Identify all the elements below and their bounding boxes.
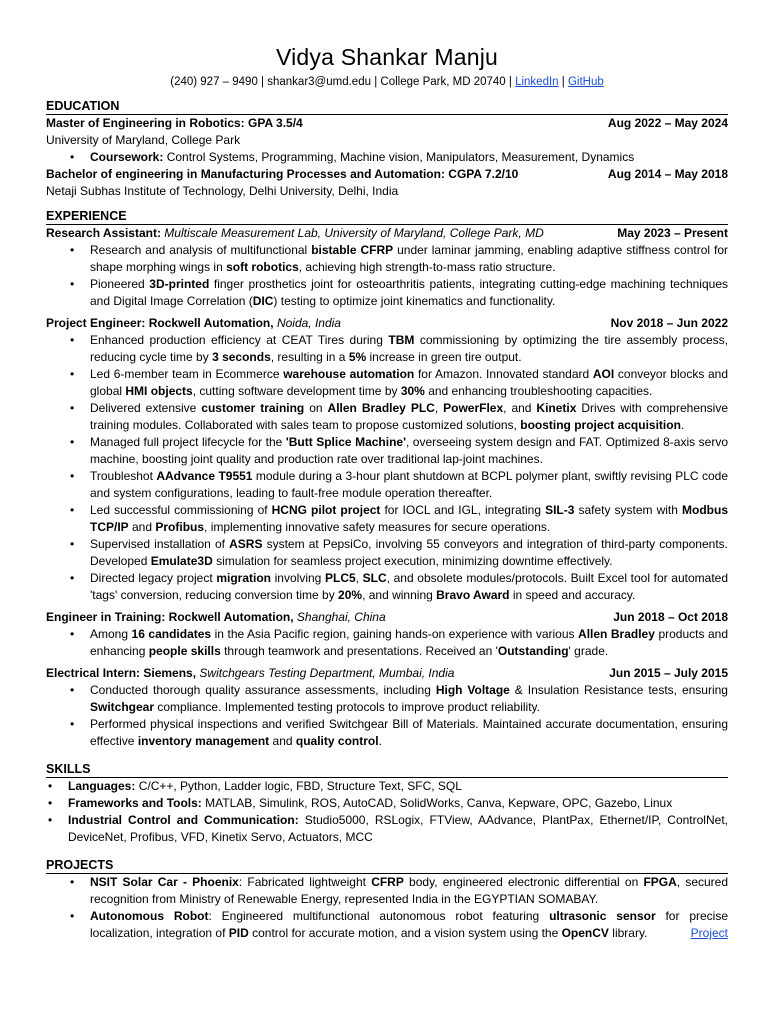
list-item: • Conducted thorough quality assurance assessments, including High Voltage & Insulation Resistance tests, ensuring Switchgear compliance. Implemented testing protocols to improve product reliability. [46,682,728,716]
phone: (240) 927 – 9490 [170,76,258,88]
job-header: Electrical Intern: Siemens, Switchgears Testing Department, Mumbai, India Jun 2015 – July 2015 [46,666,728,680]
list-item: • Enhanced production efficiency at CEAT Tires during TBM commissioning by optimizing the tire assembly process, reducing cycle time by 3 seconds, resulting in a 5% increase in green tire output. [46,332,728,366]
date: Aug 2014 – May 2018 [607,167,728,181]
coursework-list [46,149,728,166]
coursework-item: • Coursework: Control Systems, Programming, Machine vision, Manipulators, Measurement, Dynamics [46,149,728,166]
degree: Bachelor of engineering in Manufacturing Processes and Automation: CGPA 7.2/10 [46,167,519,181]
list-item: • Industrial Control and Communication: Studio5000, RSLogix, FTView, AAdvance, PlantPax, Ethernet/IP, ControlNet, DeviceNet, Profibus, VFD, Kinetix Servo, Actuators, MCC [46,812,728,846]
list-item: • Led 6-member team in Ecommerce warehouse automation for Amazon. Innovated standard AOI conveyor blocks and global HMI objects, cutting software development time by 30% and enhancing troubleshooting capacities. [46,366,728,400]
list-item: • Autonomous Robot: Engineered multifunctional autonomous robot featuring ultrasonic sensor for precise localization, integration of PID control for accurate motion, and a vision system using the OpenCV library. Project [46,908,728,942]
list-item: • Troubleshot AAdvance T9551 module during a 3-hour plant shutdown at BCPL polymer plant, swiftly revising PLC code and system configurations, leading to fault-free module operation thereafter. [46,468,728,502]
job-header: Project Engineer: Rockwell Automation, Noida, India Nov 2018 – Jun 2022 [46,316,728,330]
education-entry [46,166,728,183]
list-item: • Directed legacy project migration involving PLC5, SLC, and obsolete modules/protocols. Built Excel tool for automated 'tags' conversion, reducing conversion time by 20%, and winning Bravo Award in speed and accuracy. [46,570,728,604]
resume-name: Vidya Shankar Manju [275,44,498,70]
job-bullets [46,682,728,750]
list-item: • NSIT Solar Car - Phoenix: Fabricated lightweight CFRP body, engineered electronic differential on FPGA, secured recognition from Ministry of Renewable Energy, represented India in the EGYPTIAN SOMABAY. [46,874,728,908]
contact-line: (240) 927 – 9490 | shankar3@umd.edu | College Park, MD 20740 | LinkedIn | GitHub [170,76,604,88]
project-link[interactable]: Project [690,926,728,940]
job-bullets [46,626,728,660]
list-item: • Among 16 candidates in the Asia Pacific region, gaining hands-on experience with various Allen Bradley products and enhancing people skills through teamwork and presentations. Received an 'Outstanding' grade. [46,626,728,660]
job-header: Engineer in Training: Rockwell Automation, Shanghai, China Jun 2018 – Oct 2018 [46,610,728,624]
education-heading: EDUCATION [46,99,728,115]
degree: Master of Engineering in Robotics: GPA 3.5/4 [46,116,303,130]
school: Netaji Subhas Institute of Technology, Delhi University, Delhi, India [46,184,399,198]
linkedin-link[interactable]: LinkedIn [515,76,559,88]
list-item: • Performed physical inspections and verified Switchgear Bill of Materials. Maintained accurate documentation, ensuring effective inventory management and quality control. [46,716,728,750]
education-entry [46,115,728,132]
skills-heading: SKILLS [46,762,728,778]
job-header: Research Assistant: Multiscale Measurement Lab, University of Maryland, College Park, MD May 2023 – Present [46,226,728,240]
list-item: • Delivered extensive customer training on Allen Bradley PLC, PowerFlex, and Kinetix Drives with comprehensive training modules. Collaborated with sales team to propose customized solutions, boosting project acquisition. [46,400,728,434]
school: University of Maryland, College Park [46,133,241,147]
job-bullets [46,332,728,604]
list-item: • Pioneered 3D-printed finger prosthetics joint for osteoarthritis patients, integrating cutting-edge machining techniques and Digital Image Correlation (DIC) testing to optimize joint kinematics and functionality. [46,276,728,310]
experience-heading: EXPERIENCE [46,209,728,225]
list-item: • Supervised installation of ASRS system at PepsiCo, involving 55 conveyors and integration of third-party components. Developed Emulate3D simulation for seamless project execution, minimizing downtime effectively. [46,536,728,570]
list-item: • Languages: C/C++, Python, Ladder logic, FBD, Structure Text, SFC, SQL [46,778,728,795]
github-link[interactable]: GitHub [567,76,604,88]
job-bullets [46,242,728,310]
list-item: • Research and analysis of multifunctional bistable CFRP under laminar jamming, enabling adaptive stiffness control for shape morphing wings in soft robotics, achieving high strength-to-mass ratio structure. [46,242,728,276]
list-item: • Frameworks and Tools: MATLAB, Simulink, ROS, AutoCAD, SolidWorks, Canva, Kepware, OPC, Gazebo, Linux [46,795,728,812]
projects-list [46,874,728,942]
list-item: • Managed full project lifecycle for the 'Butt Splice Machine', overseeing system design and FAT. Optimized 8-axis servo machine, boosting joint quality and production rate over traditional lap-joint machines. [46,434,728,468]
date: Aug 2022 – May 2024 [607,116,728,130]
projects-heading: PROJECTS [46,858,728,874]
email: shankar3@umd.edu [267,76,371,88]
skills-list [46,778,728,846]
list-item: • Led successful commissioning of HCNG pilot project for IOCL and IGL, integrating SIL-3 safety system with Modbus TCP/IP and Profibus, implementing innovative safety measures for secure operations. [46,502,728,536]
location: College Park, MD 20740 [380,76,506,88]
